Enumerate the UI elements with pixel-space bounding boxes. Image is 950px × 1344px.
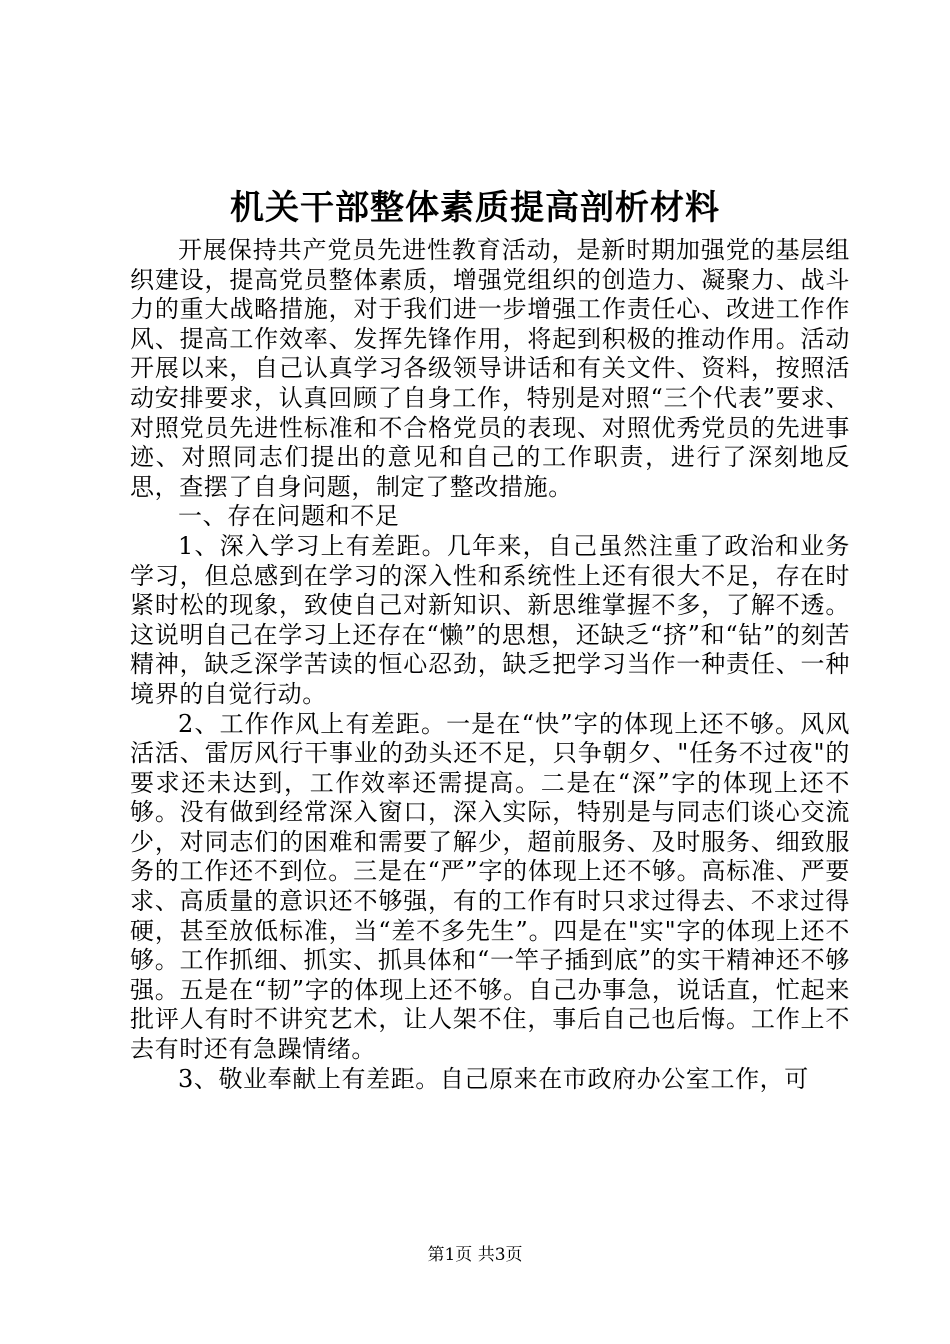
- document-body: [130, 236, 850, 1094]
- problem-paragraph-3: 3、敬业奉献上有差距。自己原来在市政府办公室工作，可: [178, 1064, 809, 1093]
- page-footer: 第1页 共3页: [427, 1245, 523, 1265]
- document-title: 机关干部整体素质提高剖析材料: [230, 188, 720, 228]
- problem-paragraph-1: 1、深入学习上有差距。几年来，自己虽然注重了政治和业务学习，但总感到在学习的深入性和系统性上还有很大不足，存在时紧时松的现象，致使自己对新知识、新思维掌握不多，了解不透。这说明自己在学习上还存在“懒”的思想，还缺乏“挤”和“钻”的刻苦精神，缺乏深学苦读的恒心忍劲，缺乏把学习当作一种责任、一种境界的自觉行动。: [130, 531, 850, 708]
- intro-paragraph: 开展保持共产党员先进性教育活动，是新时期加强党的基层组织建设，提高党员整体素质，增强党组织的创造力、凝聚力、战斗力的重大战略措施，对于我们进一步增强工作责任心、改进工作作风、提高工作效率、发挥先锋作用，将起到积极的推动作用。活动开展以来，自己认真学习各级领导讲话和有关文件、资料，按照活动安排要求，认真回顾了自身工作，特别是对照“三个代表”要求、对照党员先进性标准和不合格党员的表现、对照优秀党员的先进事迹、对照同志们提出的意见和自己的工作职责，进行了深刻地反思，查摆了自身问题，制定了整改措施。: [130, 236, 850, 501]
- section-heading: 一、存在问题和不足: [178, 502, 400, 531]
- problem-paragraph-2: 2、工作作风上有差距。一是在“快”字的体现上还不够。风风活活、雷厉风行干事业的劲头还不足，只争朝夕、"任务不过夜"的要求还未达到，工作效率还需提高。二是在“深”字的体现上还不够。没有做到经常深入窗口，深入实际，特别是与同志们谈心交流少，对同志们的困难和需要了解少，超前服务、及时服务、细致服务的工作还不到位。三是在“严”字的体现上还不够。高标准、严要求、高质量的意识还不够强，有的工作有时只求过得去、不求过得硬，甚至放低标准，当“差不多先生”。四是在"实"字的体现上还不够。工作抓细、抓实、抓具体和“一竿子插到底”的实干精神还不够强。五是在“韧”字的体现上还不够。自己办事急，说话直，忙起来批评人有时不讲究艺术，让人架不住，事后自己也后悔。工作上不去有时还有急躁情绪。: [130, 709, 850, 1064]
